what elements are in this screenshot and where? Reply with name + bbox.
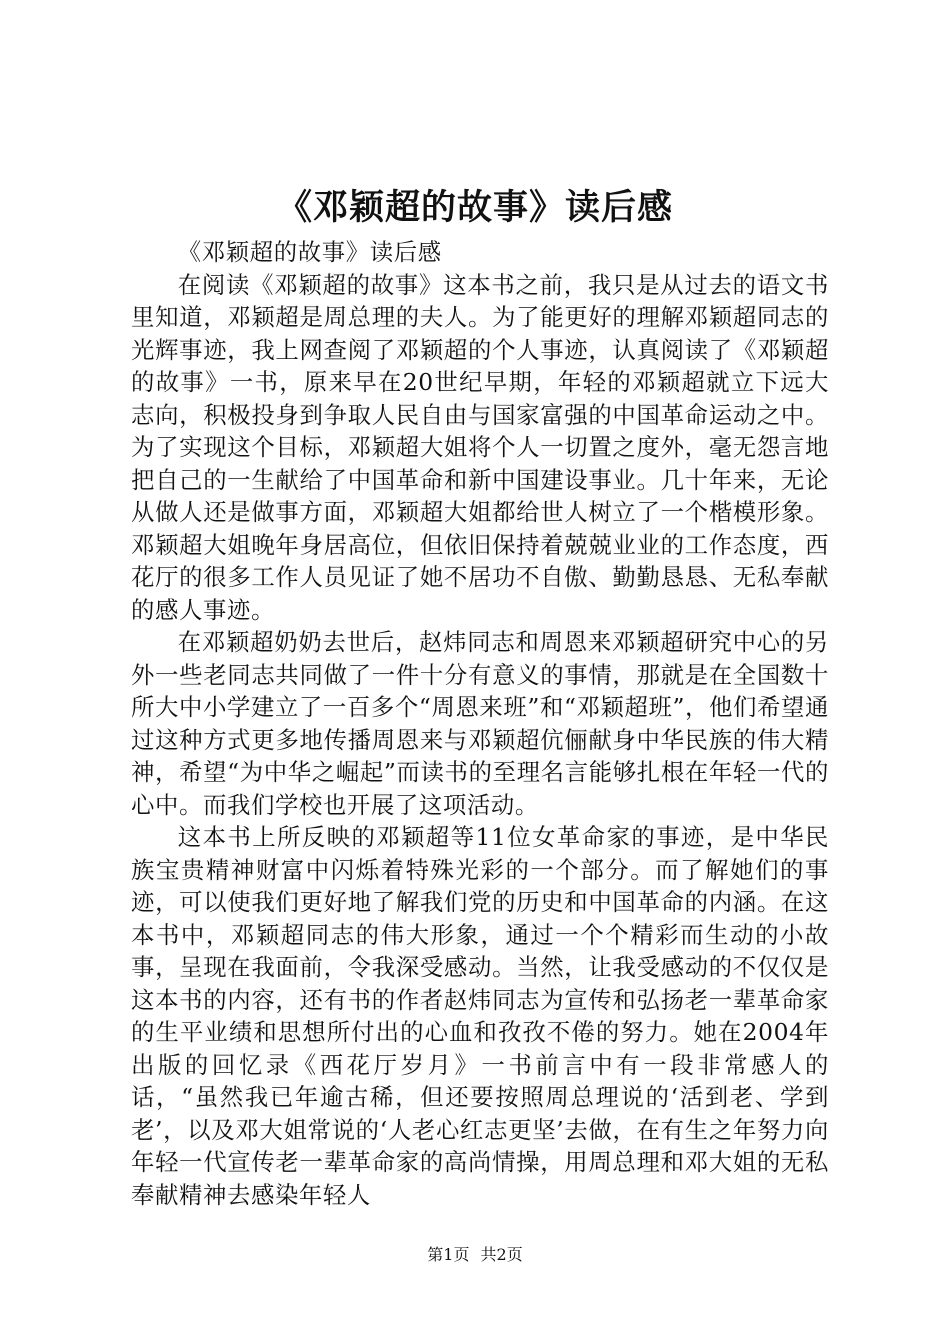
paragraph-3: 这本书上所反映的邓颖超等11位女革命家的事迹，是中华民族宝贵精神财富中闪烁着特殊光彩的一个部分。而了解她们的事迹，可以使我们更好地了解我们党的历史和中国革命的内涵。在这本书中，邓颖超同志的伟大形象，通过一个个精彩而生动的小故事，呈现在我面前，令我深受感动。当然，让我受感动的不仅仅是这本书的内容，还有书的作者赵炜同志为宣传和弘扬老一辈革命家的生平业绩和思想所付出的心血和孜孜不倦的努力。她在2004年出版的回忆录《西花厅岁月》一书前言中有一段非常感人的话，“虽然我已年逾古稀，但还要按照周总理说的‘活到老、学到老’，以及邓大姐常说的‘人老心红志更坚’去做，在有生之年努力向年轻一代宣传老一辈革命家的高尚情操，用周总理和邓大姐的无私奉献精神去感染年轻人 [131, 823, 829, 1209]
document-title: 《邓颖超的故事》读后感 [276, 187, 673, 228]
page-footer: 第1页 共2页 [427, 1245, 523, 1264]
paragraph-subtitle: 《邓颖超的故事》读后感 [177, 238, 442, 266]
paragraph-1: 在阅读《邓颖超的故事》这本书之前，我只是从过去的语文书里知道，邓颖超是周总理的夫人。为了能更好的理解邓颖超同志的光辉事迹，我上网查阅了邓颖超的个人事迹，认真阅读了《邓颖超的故事》一书，原来早在20世纪早期，年轻的邓颖超就立下远大志向，积极投身到争取人民自由与国家富强的中国革命运动之中。为了实现这个目标，邓颖超大姐将个人一切置之度外，毫无怨言地把自己的一生献给了中国革命和新中国建设事业。几十年来，无论从做人还是做事方面，邓颖超大姐都给世人树立了一个楷模形象。邓颖超大姐晚年身居高位，但依旧保持着兢兢业业的工作态度，西花厅的很多工作人员见证了她不居功不自傲、勤勤恳恳、无私奉献的感人事迹。 [131, 270, 829, 624]
paragraph-2: 在邓颖超奶奶去世后，赵炜同志和周恩来邓颖超研究中心的另外一些老同志共同做了一件十分有意义的事情，那就是在全国数十所大中小学建立了一百多个“周恩来班”和“邓颖超班”，他们希望通过这种方式更多地传播周恩来与邓颖超伉俪献身中华民族的伟大精神，希望“为中华之崛起”而读书的至理名言能够扎根在年轻一代的心中。而我们学校也开展了这项活动。 [131, 628, 829, 819]
document-body [131, 236, 829, 1211]
